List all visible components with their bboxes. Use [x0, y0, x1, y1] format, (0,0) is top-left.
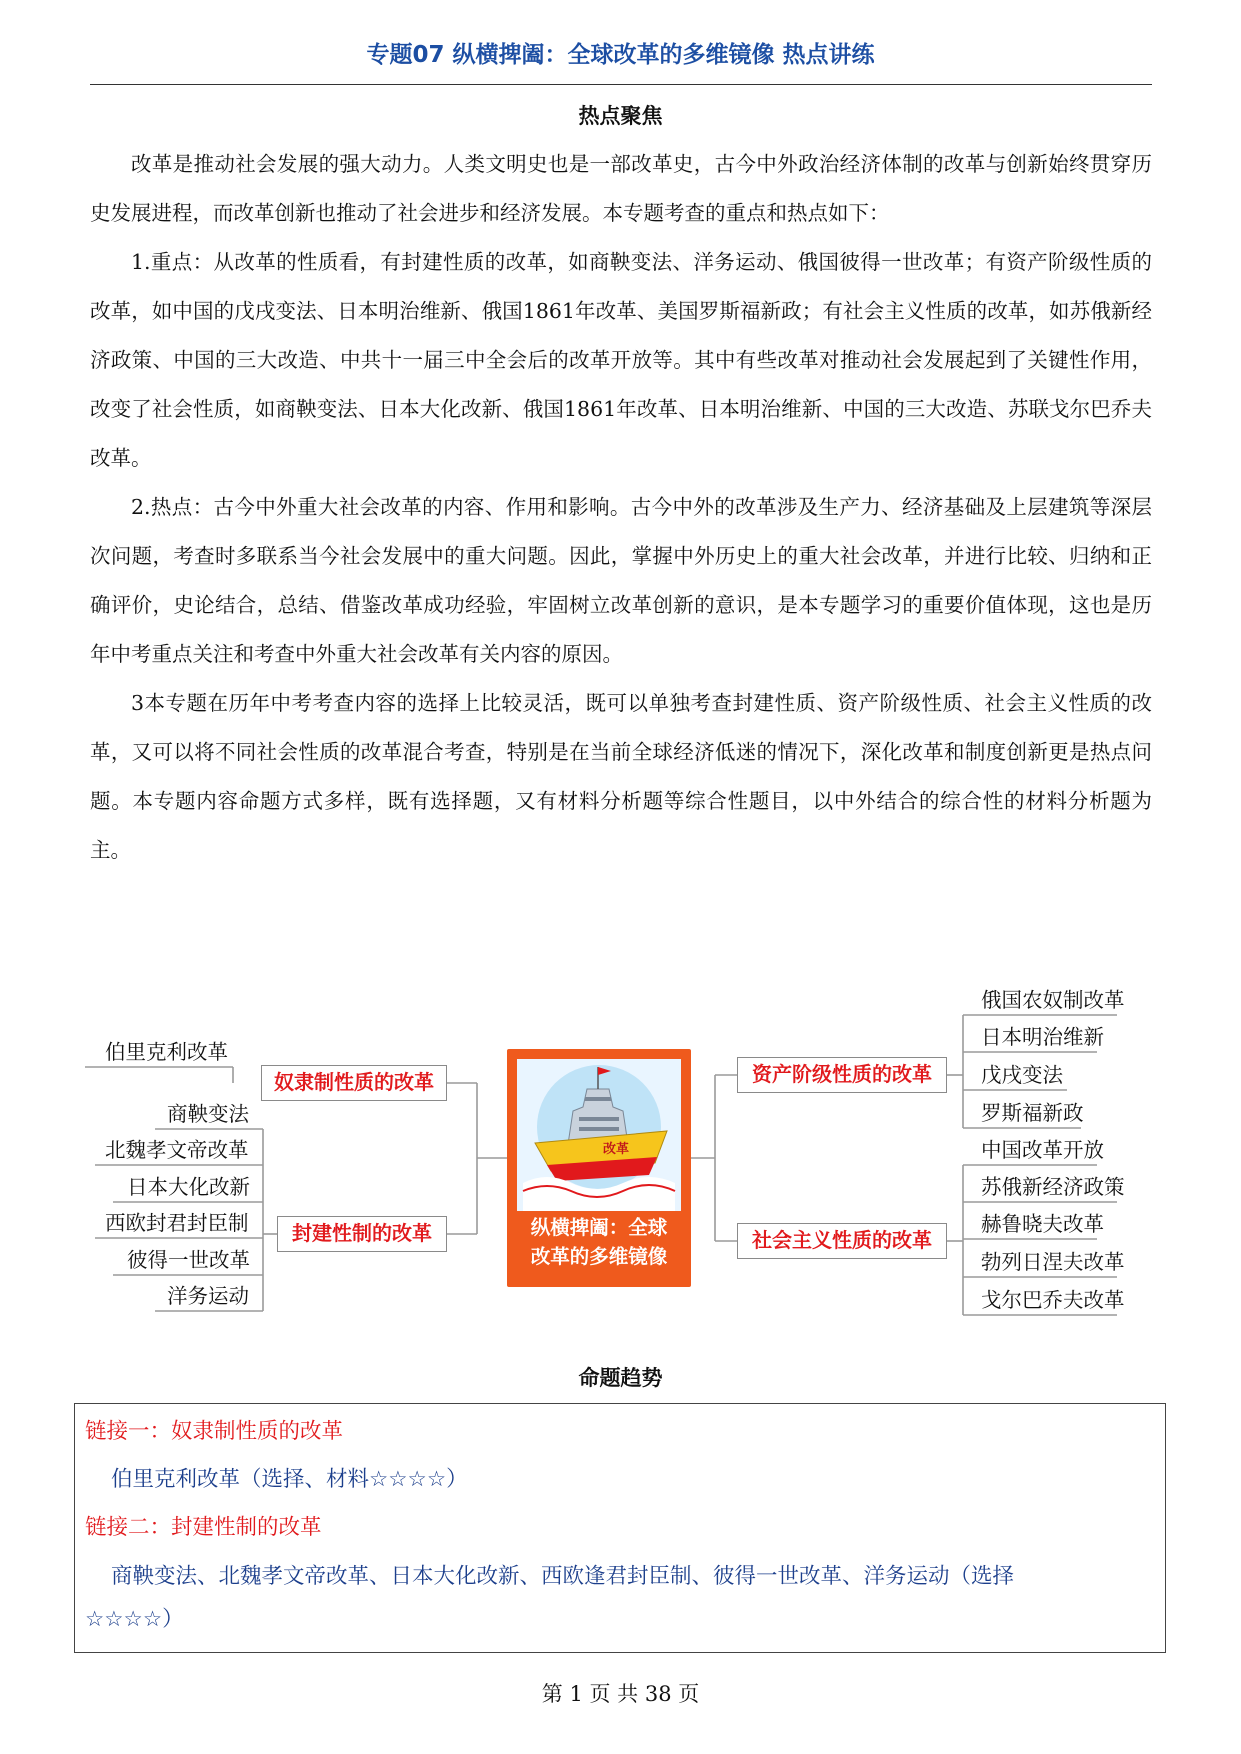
mm-leaf-shang-yang: 商鞅变法 — [167, 1102, 249, 1126]
trend-link2-content-line1: 商鞅变法、北魏孝文帝改革、日本大化改新、西欧逢君封臣制、彼得一世改革、洋务运动（选择 — [111, 1564, 1015, 1589]
mm-center-card — [507, 1049, 691, 1287]
reform-mind-map — [85, 975, 1155, 1340]
mm-branch-feudal-reform: 封建性制的改革 — [277, 1216, 447, 1252]
mm-center-label-line1: 纵横捭阖：全球 — [530, 1216, 668, 1239]
trend-title: 命题趋势 — [578, 1366, 663, 1390]
trend-link2-content-line2: ☆☆☆☆） — [85, 1607, 184, 1632]
reform-ship-icon — [517, 1059, 681, 1211]
paragraph-intro: 改革是推动社会发展的强大动力。人类文明史也是一部改革史，古今中外政治经济体制的改革与创新始终贯穿历史发展进程，而改革创新也推动了社会进步和经济发展。本专题考查的重点和热点如下： — [90, 152, 1152, 225]
mm-leaf-china-opening: 中国改革开放 — [981, 1138, 1104, 1162]
mm-center-illustration — [517, 1059, 681, 1211]
mm-leaf-self-strengthening: 洋务运动 — [167, 1284, 249, 1308]
mm-leaf-pericles: 伯里克利改革 — [105, 1040, 228, 1064]
trend-box — [74, 1403, 1166, 1653]
mm-leaf-khrushchev: 赫鲁晓夫改革 — [981, 1212, 1104, 1236]
mm-branch-bourgeois-reform: 资产阶级性质的改革 — [737, 1057, 947, 1093]
paragraph-exam-notes: 3本专题在历年中考考查内容的选择上比较灵活，既可以单独考查封建性质、资产阶级性质、社会主义性质的改革，又可以将不同社会性质的改革混合考查，特别是在当前全球经济低迷的情况下，深化改革和制度创新更是热点问题。本专题内容命题方式多样，既有选择题，又有材料分析题等综合性题目，以中外结合的综合性的材料分析题为主。 — [90, 691, 1152, 862]
hot-focus-title: 热点聚焦 — [578, 104, 663, 128]
mm-center-label — [507, 1213, 691, 1271]
ship-badge-text: 改革 — [603, 1142, 630, 1157]
trend-link1-title: 链接一：奴隶制性质的改革 — [85, 1419, 344, 1444]
mm-leaf-meiji: 日本明治维新 — [981, 1025, 1104, 1049]
mm-leaf-new-deal: 罗斯福新政 — [981, 1101, 1084, 1125]
mm-leaf-gorbachev: 戈尔巴乔夫改革 — [981, 1288, 1125, 1312]
mm-leaf-peter: 彼得一世改革 — [127, 1248, 250, 1272]
mm-leaf-feudal-europe: 西欧封君封臣制 — [105, 1211, 249, 1235]
paragraph-key-points: 1.重点：从改革的性质看，有封建性质的改革，如商鞅变法、洋务运动、俄国彼得一世改革；有资产阶级性质的改革，如中国的戊戌变法、日本明治维新、俄国1861年改革、美国罗斯福新政；有社会主义性质的改革，如苏俄新经济政策、中国的三大改造、中共十一届三中全会后的改革开放等。其中有些改革对推动社会发展起到了关键性作用，改变了社会性质，如商鞅变法、日本大化改新、俄国1861年改革、日本明治维新、中国的三大改造、苏联戈尔巴乔夫改革。 — [90, 250, 1152, 470]
trend-link1-content: 伯里克利改革（选择、材料☆☆☆☆） — [111, 1467, 468, 1492]
mm-leaf-nep: 苏俄新经济政策 — [981, 1175, 1125, 1199]
mm-leaf-taika: 日本大化改新 — [127, 1175, 250, 1199]
mm-leaf-wuxu: 戊戌变法 — [981, 1063, 1063, 1087]
trend-link2-title: 链接二：封建性制的改革 — [85, 1515, 322, 1540]
mm-leaf-brezhnev: 勃列日涅夫改革 — [981, 1250, 1125, 1274]
mm-leaf-xiaowen: 北魏孝文帝改革 — [105, 1138, 249, 1162]
page-footer: 第 1 页 共 38 页 — [541, 1682, 700, 1706]
mm-leaf-serf-reform: 俄国农奴制改革 — [981, 988, 1125, 1012]
header-divider — [90, 84, 1152, 85]
paragraph-hot-points: 2.热点：古今中外重大社会改革的内容、作用和影响。古今中外的改革涉及生产力、经济基础及上层建筑等深层次问题，考查时多联系当今社会发展中的重大问题。因此，掌握中外历史上的重大社会改革，并进行比较、归纳和正确评价，史论结合，总结、借鉴改革成功经验，牢固树立改革创新的意识，是本专题学习的重要价值体现，这也是历年中考重点关注和考查中外重大社会改革有关内容的原因。 — [90, 495, 1152, 666]
page-header-title: 专题07 纵横捭阖：全球改革的多维镜像 热点讲练 — [366, 42, 875, 68]
mm-center-label-line2: 改革的多维镜像 — [530, 1245, 668, 1268]
mm-branch-slave-reform: 奴隶制性质的改革 — [261, 1065, 447, 1101]
mm-branch-socialist-reform: 社会主义性质的改革 — [737, 1223, 947, 1259]
hot-focus-body — [90, 140, 1152, 875]
